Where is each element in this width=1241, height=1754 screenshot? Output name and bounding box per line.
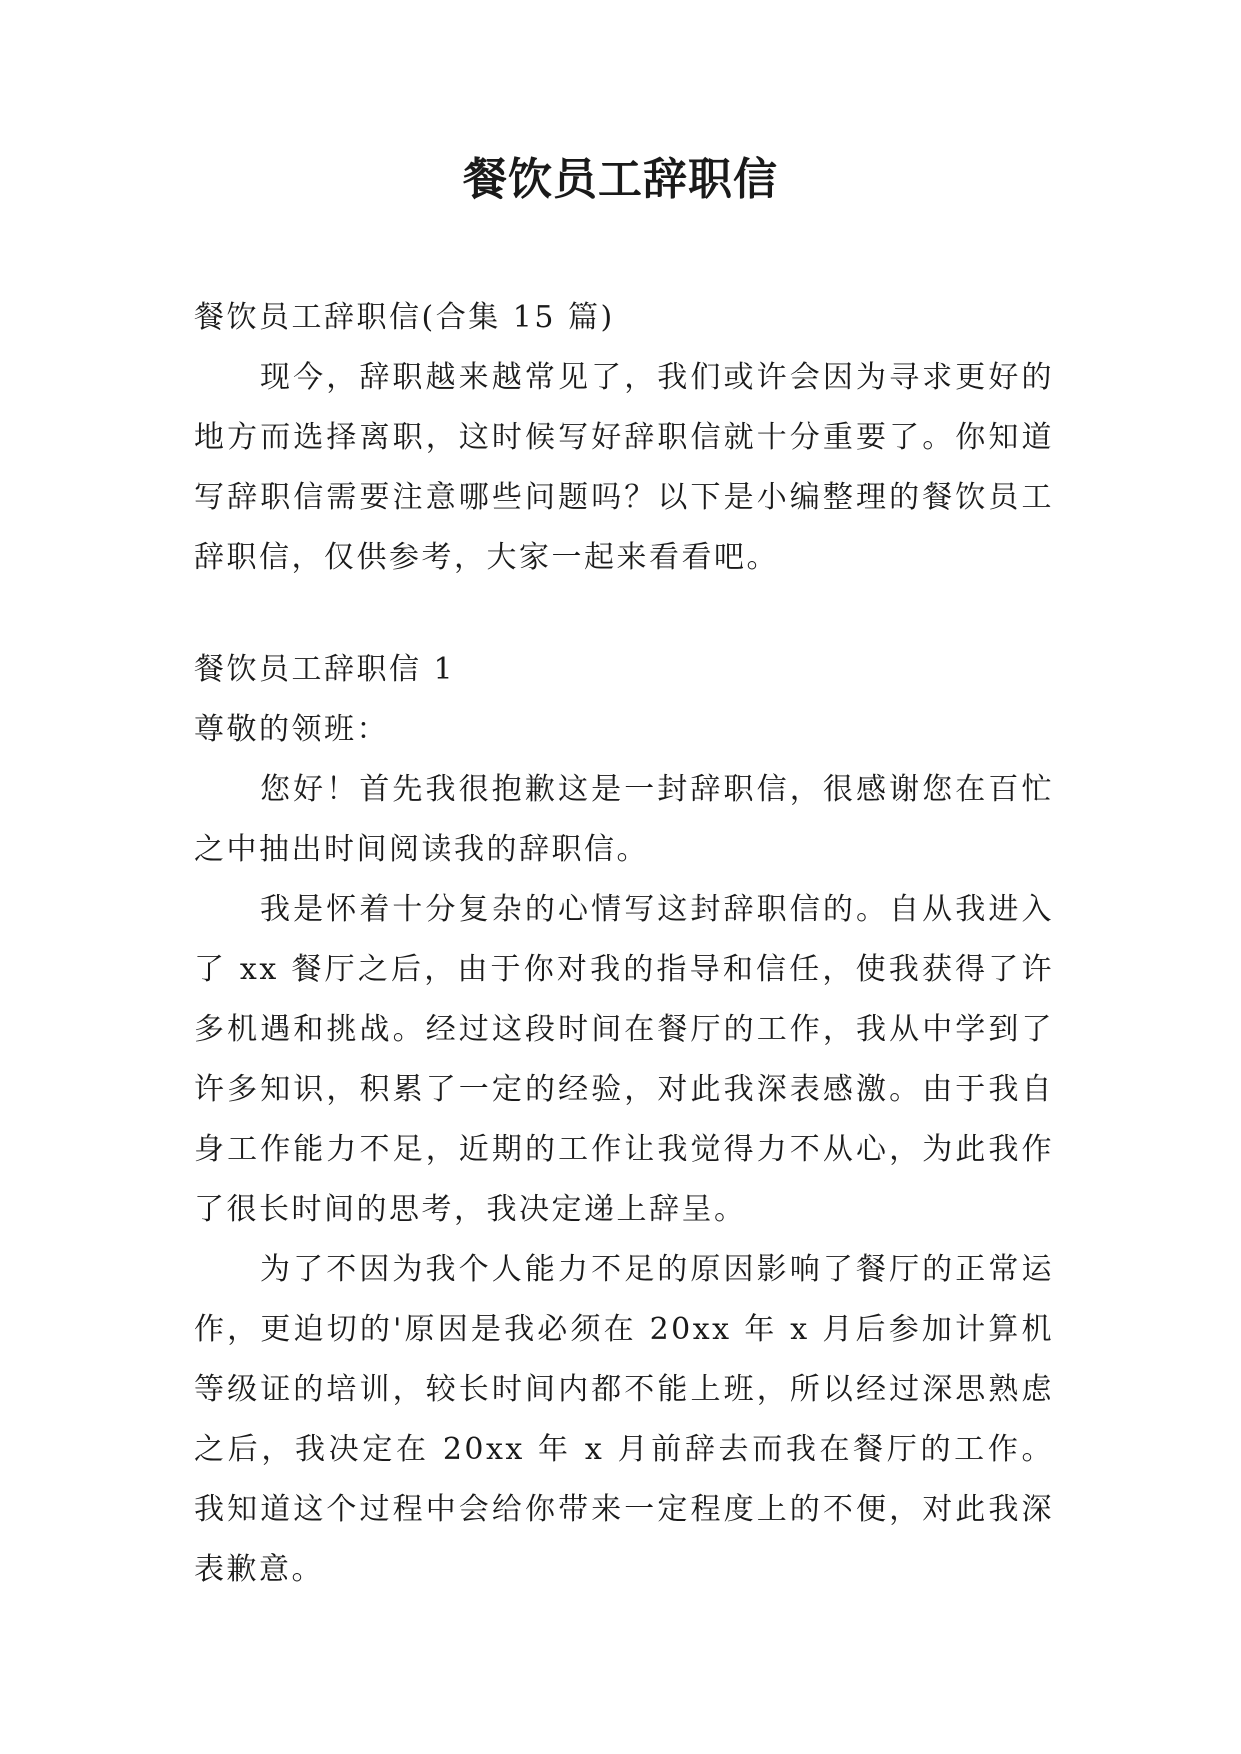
document-title: 餐饮员工辞职信: [463, 154, 778, 205]
body-paragraph: 我是怀着十分复杂的心情写这封辞职信的。自从我进入了 xx 餐厅之后，由于你对我的指导和信任，使我获得了许多机遇和挑战。经过这段时间在餐厅的工作，我从中学到了许多知识，积累了一定的经验，对此我深表感激。由于我自身工作能力不足，近期的工作让我觉得力不从心，为此我作了很长时间的思考，我决定递上辞呈。: [194, 892, 1054, 1227]
document-subtitle: 餐饮员工辞职信(合集 15 篇): [194, 300, 615, 335]
salutation: 尊敬的领班：: [194, 712, 389, 747]
body-paragraph: 您好！首先我很抱歉这是一封辞职信，很感谢您在百忙之中抽出时间阅读我的辞职信。: [194, 772, 1054, 867]
document-body: [194, 288, 1054, 1600]
section-heading: 餐饮员工辞职信 1: [194, 652, 456, 687]
body-paragraph: 为了不因为我个人能力不足的原因影响了餐厅的正常运作，更迫切的'原因是我必须在 20xx 年 x 月后参加计算机等级证的培训，较长时间内都不能上班，所以经过深思熟虑之后，我决定在 20xx 年 x 月前辞去而我在餐厅的工作。我知道这个过程中会给你带来一定程度上的不便，对此我深表歉意。: [194, 1252, 1054, 1587]
intro-paragraph: 现今，辞职越来越常见了，我们或许会因为寻求更好的地方而选择离职，这时候写好辞职信就十分重要了。你知道写辞职信需要注意哪些问题吗？以下是小编整理的餐饮员工辞职信，仅供参考，大家一起来看看吧。: [194, 360, 1054, 575]
section-spacer: [194, 588, 1054, 640]
